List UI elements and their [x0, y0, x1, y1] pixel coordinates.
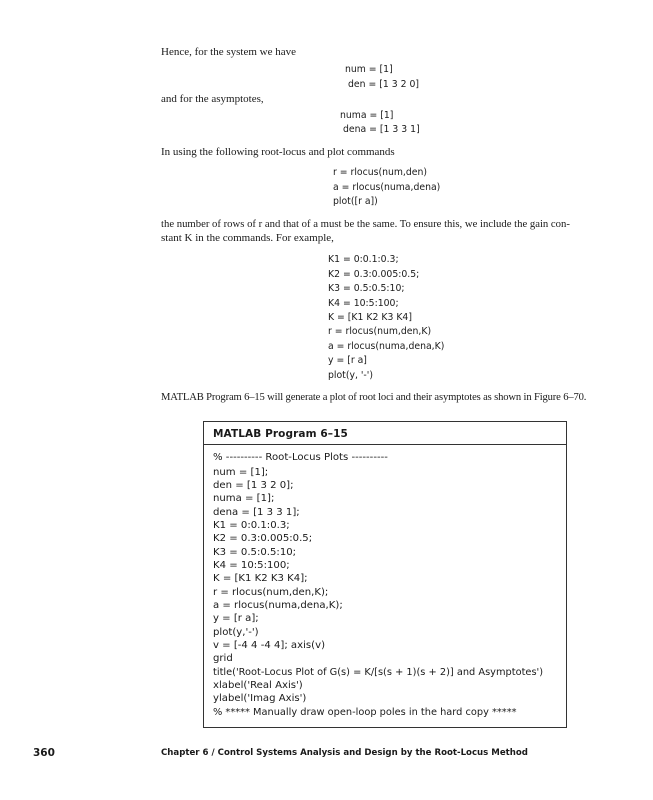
- code-line: K3 = 0.5:0.5:10;: [213, 547, 297, 558]
- example-line: K = [K1 K2 K3 K4]: [328, 312, 412, 323]
- rows-paragraph-line2: stant K in the commands. For example,: [161, 232, 334, 244]
- program-box: [203, 421, 567, 728]
- code-line: K1 = 0:0.1:0.3;: [213, 520, 290, 531]
- den-equation: den = [1 3 2 0]: [348, 79, 419, 90]
- code-line: title('Root-Locus Plot of G(s) = K/[s(s + 1)(s + 2)] and Asymptotes'): [213, 667, 544, 678]
- code-line: v = [-4 4 -4 4]; axis(v): [213, 640, 326, 651]
- code-line: dena = [1 3 3 1];: [213, 507, 300, 518]
- code-line: ylabel('Imag Axis'): [213, 693, 307, 704]
- code-line: grid: [213, 653, 233, 664]
- code-line: num = [1];: [213, 467, 269, 478]
- code-line: y = [r a];: [213, 613, 259, 624]
- num-equation: num = [1]: [345, 64, 393, 75]
- example-line: plot(y, '-'): [328, 370, 373, 381]
- code-line: % ***** Manually draw open-loop poles in the hard copy *****: [213, 707, 517, 718]
- code-line: K2 = 0.3:0.005:0.5;: [213, 533, 313, 544]
- example-line: K1 = 0:0.1:0.3;: [328, 254, 399, 265]
- page-number: 360: [33, 747, 55, 759]
- code-line: den = [1 3 2 0];: [213, 480, 294, 491]
- command-line: r = rlocus(num,den): [333, 167, 428, 178]
- example-line: a = rlocus(numa,dena,K): [328, 341, 445, 352]
- code-line: K = [K1 K2 K3 K4];: [213, 573, 308, 584]
- program-reference: MATLAB Program 6–15 will generate a plot of root loci and their asymptotes as shown in Figure 6–70.: [161, 392, 587, 403]
- running-head: Chapter 6 / Control Systems Analysis and Design by the Root-Locus Method: [161, 748, 528, 758]
- example-line: K2 = 0.3:0.005:0.5;: [328, 269, 420, 280]
- code-line: % ---------- Root-Locus Plots ----------: [213, 452, 388, 463]
- code-line: numa = [1];: [213, 493, 275, 504]
- code-line: r = rlocus(num,den,K);: [213, 587, 329, 598]
- dena-equation: dena = [1 3 3 1]: [343, 124, 420, 135]
- code-line: a = rlocus(numa,dena,K);: [213, 600, 343, 611]
- program-title: MATLAB Program 6–15: [213, 428, 348, 440]
- code-line: K4 = 10:5:100;: [213, 560, 290, 571]
- code-line: plot(y,'-'): [213, 627, 259, 638]
- asymptotes-intro: and for the asymptotes,: [161, 93, 264, 105]
- command-line: plot([r a]): [333, 196, 378, 207]
- numa-equation: numa = [1]: [340, 110, 394, 121]
- program-header: [204, 422, 566, 445]
- commands-intro: In using the following root-locus and plot commands: [161, 146, 395, 158]
- example-line: r = rlocus(num,den,K): [328, 326, 432, 337]
- example-line: y = [r a]: [328, 355, 367, 366]
- code-line: xlabel('Real Axis'): [213, 680, 303, 691]
- command-line: a = rlocus(numa,dena): [333, 182, 441, 193]
- intro-text: Hence, for the system we have: [161, 46, 297, 58]
- example-line: K3 = 0.5:0.5:10;: [328, 283, 405, 294]
- rows-paragraph-line1: the number of rows of r and that of a must be the same. To ensure this, we include the gain con-: [161, 218, 570, 230]
- example-line: K4 = 10:5:100;: [328, 298, 399, 309]
